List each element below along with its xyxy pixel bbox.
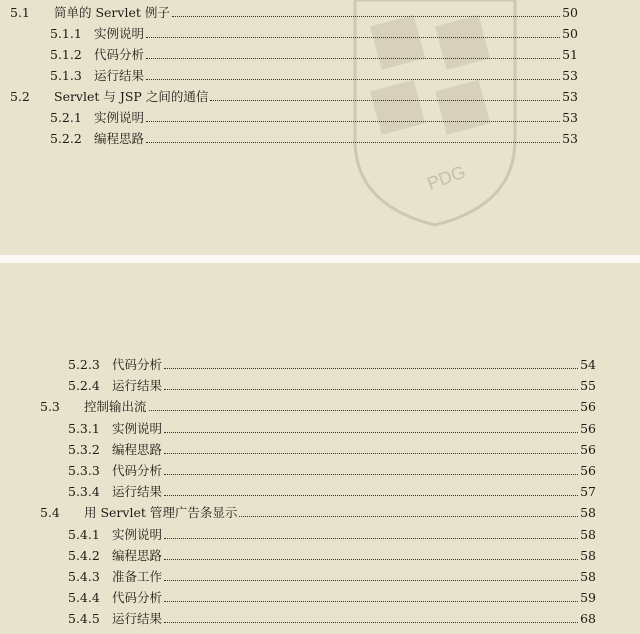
toc-entry-title: 代码分析 (94, 47, 145, 62)
dot-leader (164, 621, 578, 623)
toc-entry-title: 简单的 Servlet 例子 (54, 5, 170, 20)
toc-entry-number: 5.3.4 (68, 484, 100, 500)
toc-entry[interactable] (68, 527, 596, 543)
toc-entry[interactable] (40, 399, 596, 415)
toc-entry[interactable] (40, 505, 596, 521)
toc-entry[interactable] (50, 47, 578, 63)
toc-entry-number: 5.3 (40, 399, 60, 415)
toc-entry[interactable] (68, 378, 596, 394)
toc-entry-number: 5.4.2 (68, 547, 100, 563)
dot-leader (164, 452, 578, 454)
toc-entry-number: 5.1.1 (50, 26, 82, 41)
toc-entry-number: 5.3.1 (68, 420, 100, 436)
dot-leader (164, 537, 578, 539)
toc-entry-page-number: 58 (580, 505, 596, 521)
toc-entry-number: 5.2.3 (68, 357, 100, 372)
dot-leader (164, 600, 578, 602)
toc-entry[interactable] (50, 68, 578, 84)
toc-entry[interactable] (68, 442, 596, 458)
toc-entry-number: 5.3.3 (68, 463, 100, 478)
dot-leader (210, 99, 560, 101)
toc-entry-page-number: 56 (580, 420, 596, 436)
toc-entry[interactable] (68, 611, 596, 627)
dot-leader (146, 120, 560, 122)
toc-entry-page-number: 56 (580, 441, 596, 457)
dot-leader (146, 78, 560, 80)
toc-entry-title: 编程思路 (112, 547, 163, 563)
toc-entry-number: 5.4 (40, 505, 60, 521)
toc-entry-number: 5.1 (10, 5, 30, 20)
toc-entry[interactable] (68, 421, 596, 437)
toc-entry[interactable] (68, 463, 596, 479)
dot-leader (146, 141, 560, 143)
dot-leader (164, 579, 578, 581)
toc-entry-page-number: 50 (562, 26, 578, 41)
toc-entry-title: 运行结果 (112, 484, 163, 500)
toc-entry[interactable] (50, 110, 578, 126)
toc-entry-page-number: 56 (580, 399, 596, 415)
dot-leader (164, 494, 578, 496)
toc-entry[interactable] (68, 569, 596, 585)
toc-entry-title: 实例说明 (112, 420, 163, 436)
toc-entry-title: 用 Servlet 管理广告条显示 (84, 505, 238, 521)
toc-entry-title: 准备工作 (112, 569, 163, 584)
watermark-text: PDG (424, 161, 469, 194)
toc-entry[interactable] (68, 590, 596, 606)
toc-entry-title: 代码分析 (112, 590, 163, 606)
toc-entry-page-number: 50 (562, 5, 578, 20)
toc-entry-number: 5.2.2 (50, 131, 82, 146)
toc-entry-number: 5.2.4 (68, 378, 100, 394)
toc-entry-number: 5.2 (10, 89, 30, 104)
toc-entry[interactable] (68, 484, 596, 500)
toc-entry-number: 5.1.2 (50, 47, 82, 62)
toc-entry-title: 控制输出流 (84, 399, 147, 415)
dot-leader (164, 473, 578, 475)
toc-entry-page-number: 58 (580, 569, 596, 584)
dot-leader (239, 515, 578, 517)
page-gap (0, 255, 640, 263)
toc-entry[interactable] (10, 5, 578, 21)
toc-entry[interactable] (68, 548, 596, 564)
toc-entry-title: Servlet 与 JSP 之间的通信 (54, 89, 209, 104)
toc-entry-page-number: 53 (562, 68, 578, 83)
toc-entry-title: 实例说明 (112, 526, 163, 542)
toc-entry-number: 5.1.3 (50, 68, 82, 83)
toc-entry-page-number: 59 (580, 590, 596, 606)
toc-entry-number: 5.4.4 (68, 590, 100, 606)
toc-entry-title: 编程思路 (112, 441, 163, 457)
toc-entry-title: 编程思路 (94, 131, 145, 146)
toc-entry-title: 运行结果 (94, 68, 145, 83)
toc-entry-page-number: 53 (562, 89, 578, 104)
toc-entry-number: 5.4.1 (68, 526, 100, 542)
toc-entry[interactable] (50, 26, 578, 42)
toc-entry-title: 运行结果 (112, 611, 163, 627)
toc-entry-title: 实例说明 (94, 26, 145, 41)
dot-leader (164, 367, 578, 369)
dot-leader (164, 388, 578, 390)
toc-entry-page-number: 51 (562, 47, 578, 62)
dot-leader (146, 57, 560, 59)
dot-leader (149, 409, 579, 411)
toc-entry-page-number: 53 (562, 110, 578, 125)
dot-leader (164, 558, 578, 560)
toc-entry-page-number: 58 (580, 547, 596, 563)
dot-leader (164, 431, 578, 433)
toc-page-bottom (0, 263, 640, 634)
toc-entry[interactable] (68, 357, 596, 373)
toc-entry-page-number: 58 (580, 526, 596, 542)
toc-entry-page-number: 55 (580, 378, 596, 394)
toc-entry-title: 代码分析 (112, 357, 163, 372)
toc-entry-page-number: 53 (562, 131, 578, 146)
toc-entry[interactable] (50, 131, 578, 147)
toc-entry-page-number: 54 (580, 357, 596, 372)
dot-leader (172, 15, 560, 17)
toc-entry-number: 5.3.2 (68, 441, 100, 457)
toc-entry[interactable] (10, 89, 578, 105)
dot-leader (146, 36, 560, 38)
toc-entry-page-number: 57 (580, 484, 596, 500)
toc-entry-number: 5.4.5 (68, 611, 100, 627)
toc-entry-title: 代码分析 (112, 463, 163, 478)
toc-entry-number: 5.4.3 (68, 569, 100, 584)
toc-page-top (0, 0, 640, 255)
toc-entry-title: 运行结果 (112, 378, 163, 394)
toc-entry-page-number: 68 (580, 611, 596, 627)
toc-entry-title: 实例说明 (94, 110, 145, 125)
toc-entry-number: 5.2.1 (50, 110, 82, 125)
toc-entry-page-number: 56 (580, 463, 596, 478)
